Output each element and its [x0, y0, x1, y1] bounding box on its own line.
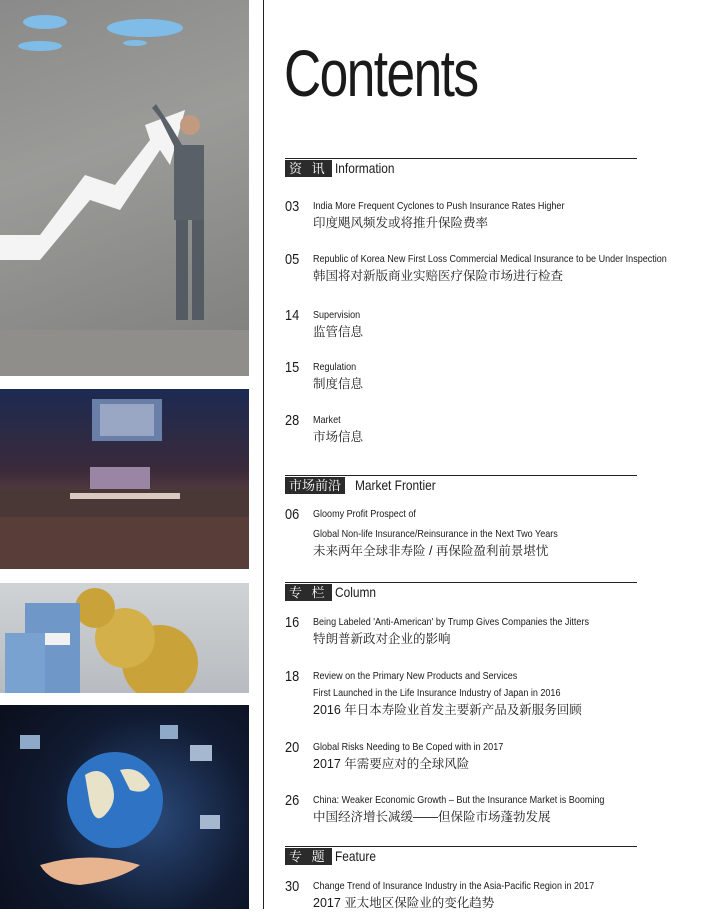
section-header-feature [285, 846, 637, 869]
section-tag: 资 讯 [285, 160, 332, 177]
page-number: 26 [285, 792, 300, 809]
entry-title-en: Republic of Korea New First Loss Commercial Medical Insurance to be Under Inspection [313, 253, 667, 265]
entry-title-en: Review on the Primary New Products and Services [313, 670, 518, 682]
entry-title-zh: 印度飓风频发或将推升保险费率 [313, 216, 489, 230]
entry-title-en: Regulation [313, 361, 357, 373]
lab-illustration [0, 583, 249, 693]
entry-title-en: India More Frequent Cyclones to Push Insurance Rates Higher [313, 200, 565, 212]
entry-title-en: Gloomy Profit Prospect of [313, 508, 416, 520]
page-number: 03 [285, 198, 300, 215]
section-title: Market Frontier [355, 477, 436, 493]
businessman-arrow-illustration [0, 0, 249, 376]
section-header-market-frontier [285, 475, 637, 498]
entry-title-en: Global Risks Needing to Be Coped with in 2017 [313, 741, 504, 753]
entry-title-zh: 特朗普新政对企业的影响 [313, 632, 451, 646]
convention-illustration [0, 389, 249, 569]
entry-title-zh: 制度信息 [313, 377, 364, 391]
page-number: 14 [285, 307, 300, 324]
entry-title-zh: 市场信息 [313, 430, 364, 444]
page-number: 30 [285, 878, 300, 895]
entry-title-zh: 2016 年日本寿险业首发主要新产品及新服务回顾 [313, 703, 582, 717]
entry-title-zh: 2017 亚太地区保险业的变化趋势 [313, 896, 495, 910]
page-number: 15 [285, 359, 300, 376]
section-tag: 专 栏 [285, 584, 332, 601]
photo-lab-workers [0, 583, 249, 693]
page-number: 18 [285, 668, 300, 685]
entry-title-en-line2: First Launched in the Life Insurance Industry of Japan in 2016 [313, 687, 561, 699]
entry-title-en: Change Trend of Insurance Industry in the Asia-Pacific Region in 2017 [313, 880, 595, 892]
page-number: 28 [285, 412, 300, 429]
section-title: Information [335, 160, 395, 176]
section-header-column [285, 582, 637, 605]
page-number: 20 [285, 739, 300, 756]
page-number: 05 [285, 251, 300, 268]
page-title: Contents [284, 36, 478, 110]
photo-convention-hall [0, 389, 249, 569]
entry-title-zh: 未来两年全球非寿险 / 再保险盈利前景堪忧 [313, 544, 549, 558]
entry-title-en-line2: Global Non-life Insurance/Reinsurance in the Next Two Years [313, 528, 558, 540]
section-title: Feature [335, 848, 377, 864]
entry-title-zh: 韩国将对新版商业实赔医疗保险市场进行检查 [313, 269, 564, 283]
page-number: 06 [285, 506, 300, 523]
entry-title-en: Being Labeled 'Anti-American' by Trump Gives Companies the Jitters [313, 616, 589, 628]
section-tag: 专 题 [285, 848, 332, 865]
section-tag: 市场前沿 [285, 477, 345, 494]
page-number: 16 [285, 614, 300, 631]
section-title: Column [335, 584, 377, 600]
entry-title-en: Market [313, 414, 341, 426]
photo-businessman-arrow [0, 0, 249, 376]
entry-title-en: Supervision [313, 309, 361, 321]
entry-title-zh: 中国经济增长减缓——但保险市场蓬勃发展 [313, 810, 551, 824]
section-header-information [285, 158, 637, 181]
entry-title-en: China: Weaker Economic Growth – But the Insurance Market is Booming [313, 794, 605, 806]
entry-title-zh: 2017 年需要应对的全球风险 [313, 757, 470, 771]
globe-illustration [0, 705, 249, 909]
divider-line [263, 0, 264, 909]
entry-title-zh: 监管信息 [313, 325, 364, 339]
photo-globe-hand [0, 705, 249, 909]
